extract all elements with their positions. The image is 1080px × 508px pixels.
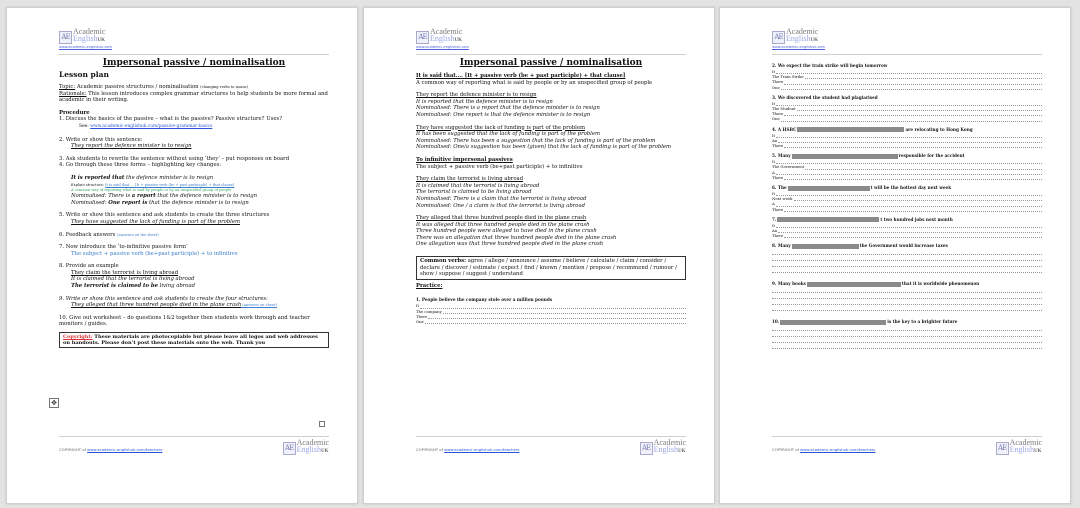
table-move-handle-icon[interactable]: ✥ [49, 398, 59, 408]
practice-heading: Practice: [416, 282, 443, 289]
question-6: 6. The t will be the hottest day next week [772, 185, 952, 191]
footer-logo: AE Academic EnglishUK [996, 439, 1042, 455]
teachers-link[interactable]: www.academic-englishuk.com/teachers [444, 447, 520, 452]
step-8-b: It is claimed that the terrorist is living abroad [71, 276, 195, 283]
step-9: 9. Write or show this sentence and ask students to create the four structures: [59, 295, 268, 302]
step-9-sentence: They alleged that three hundred people died in the plane crash (answers on sheet) [71, 302, 277, 309]
question-7: 7. t two hundred jobs next month [772, 216, 953, 222]
example-line: It has been suggested that the lack of funding is part of the problem [416, 131, 601, 138]
logo-url-link[interactable]: www.academic-englishuk.com [416, 45, 469, 49]
example-line: There was an allegation that three hundred people died in the plane crash [416, 234, 617, 241]
answer-line[interactable]: The Government [772, 164, 1042, 169]
answer-line[interactable]: A [772, 170, 1042, 175]
answer-line[interactable]: An [772, 138, 1042, 143]
answer-line[interactable]: The company [416, 309, 686, 314]
table-resize-handle[interactable] [319, 421, 325, 427]
page-title: Impersonal passive / nominalisation [459, 58, 643, 68]
answer-line[interactable]: It [772, 223, 1042, 228]
header-logo: AE Academic EnglishUK www.academic-englishuk.com [772, 28, 1042, 49]
answer-line[interactable]: It [772, 159, 1042, 164]
step-5: 5. Write or show this sentence and ask students to create the three structures [59, 212, 270, 219]
example-line: Nominalised: There is a report that the defence minister is to resign [416, 105, 600, 112]
topic-line: Topic: Academic passive structures / nominalisation (changing verbs to nouns) [59, 84, 248, 90]
step-3: 3. Ask students to rewrite the sentence without using ‘they’ – put responses on board [59, 155, 290, 162]
section-1-heading: It is said that…. [It + passive verb (be + past participle) + that clause] [416, 73, 626, 79]
logo-icon: AE [772, 31, 785, 44]
section-2-heading: To infinitive impersonal passives [416, 156, 513, 163]
step-2: 2. Write or show this sentence: [59, 136, 143, 143]
footer-logo: AE Academic EnglishUK [283, 439, 329, 455]
example-line: It is reported that the defence minister is to resign [416, 98, 553, 105]
redacted-text [792, 244, 859, 249]
answer-line[interactable]: There [416, 314, 686, 319]
logo-url-link[interactable]: www.academic-englishuk.com [772, 45, 825, 49]
header-logo: AE Academic EnglishUK www.academic-englishuk.com [416, 28, 686, 49]
answer-line[interactable]: An [772, 228, 1042, 233]
section-2-desc: The subject + passive verb (be+past participle) + to infinitive [416, 163, 583, 170]
step-6: 6. Feedback answers (answers on the sheet) [59, 231, 159, 238]
answer-line[interactable] [772, 343, 1042, 349]
example-line: Nominalised: One / a claim is that the terrorist is living abroad [416, 202, 586, 209]
example-line: Nominalised: One/a suggestion has been (given) that the lack of funding is part of the problem [416, 144, 672, 151]
footer-logo: AE Academic EnglishUK [640, 439, 686, 455]
form-a: It is reported that the defence minister is to resign [71, 174, 214, 181]
step-10: 10. Give out worksheet – do questions 1&2 together then students work through and teacher monitors / guides. [59, 314, 310, 328]
redacted-text [792, 154, 898, 159]
answer-line[interactable]: There [772, 175, 1042, 180]
page-3 [719, 7, 1071, 504]
answer-line[interactable]: There [772, 111, 1042, 116]
rationale-line: Rationale: This lesson introduces complex grammar structures to help students be more formal and academic in their writing. [59, 90, 328, 104]
redacted-text [797, 127, 904, 132]
answer-line[interactable]: Next week [772, 196, 1042, 201]
redacted-text [777, 217, 879, 222]
logo-icon: AE [996, 442, 1009, 455]
answer-line[interactable]: One [772, 116, 1042, 121]
lesson-plan-heading: Lesson plan [59, 70, 109, 79]
question-1: 1. People believe the company stole over a million pounds [416, 297, 553, 303]
question-3: 3. We discovered the student had plagiarised [772, 94, 878, 100]
common-verbs-box: Common verbs: agree / allege / announce / assume / believe / calculate / claim / consider / declare / discover / estimate / expect / find / known / mention / propose / recommend / rumour / show / suppose / suggest / understand [416, 256, 686, 280]
page-1 [6, 7, 358, 504]
form-c: Nominalised: One report is that the defence minister is to resign [71, 199, 249, 206]
redacted-text [780, 320, 886, 325]
step-8-a: They claim the terrorist is living abroad [71, 269, 179, 276]
form-b: Nominalised: There is a report that the defence minister is to resign [71, 193, 258, 200]
passive-basics-link[interactable]: www.academic-englishuk.com/passive-grammar-basics [90, 123, 213, 129]
header-divider [772, 54, 1042, 55]
teachers-link[interactable]: www.academic-englishuk.com/teachers [800, 447, 876, 452]
example-line: It is claimed that the terrorist is living abroad [416, 182, 540, 189]
step-4: 4. Go through these three forms – highlighting key changes: [59, 162, 222, 169]
logo-icon: AE [283, 442, 296, 455]
answer-line[interactable]: The Student [772, 106, 1042, 111]
page-footer: COPYRIGHT of www.academic-englishuk.com/teachers AE Academic EnglishUK [59, 438, 329, 454]
step-7-formula: The subject + passive verb (be+past participle) + to infinitive [71, 250, 238, 257]
answer-line[interactable]: It [772, 133, 1042, 138]
example-line: Three hundred people were alleged to have died in the plane crash [416, 228, 597, 235]
logo-url-link[interactable]: www.academic-englishuk.com [59, 45, 112, 49]
page-title: Impersonal passive / nominalisation [102, 58, 286, 68]
redacted-text [788, 186, 870, 191]
step-1-see: See: www.academic-englishuk.com/passive-grammar-basics [79, 123, 213, 129]
header-divider [59, 54, 329, 55]
example-line: One allegation was that three hundred people died in the plane crash [416, 241, 604, 248]
example-line: Nominalised: There has been a suggestion that the lack of funding is part of the problem [416, 137, 656, 144]
answer-line[interactable]: It [416, 303, 686, 308]
answer-line[interactable]: It [772, 101, 1042, 106]
step-5-sentence: They have suggested the lack of funding is part of the problem [71, 218, 241, 225]
page-footer: COPYRIGHT of www.academic-englishuk.com/teachers AE Academic EnglishUK [416, 438, 686, 454]
answer-line[interactable]: There [772, 143, 1042, 148]
header-divider [416, 54, 686, 55]
explain-structure: Explain structure: It is said that…. [It + passive verb (be + past participle) + that clause] [71, 182, 235, 187]
question-9: 9. Many books that it is worldwide phenomenon [772, 281, 980, 287]
question-4: 4. A HSBC are relocating to Hong Kong [772, 126, 973, 132]
answer-line[interactable]: It [772, 191, 1042, 196]
answer-line[interactable]: A [772, 201, 1042, 206]
step-8-c: The terrorist is claimed to be living abroad [71, 283, 196, 290]
example-line: Nominalised: There is a claim that the terrorist is living abroad [416, 195, 587, 202]
section-1-desc: A common way of reporting what is said by people or by an unspecified group of people [416, 79, 653, 86]
logo-icon: AE [59, 31, 72, 44]
question-8: 8. Many the Government would increase taxes [772, 243, 948, 249]
answer-line[interactable]: The Train Strike [772, 74, 1042, 79]
teachers-link[interactable]: www.academic-englishuk.com/teachers [87, 447, 163, 452]
step-8: 8. Provide an example [59, 263, 119, 270]
procedure-heading: Procedure [59, 109, 90, 116]
example-line: The terrorist is claimed to be living abroad [416, 189, 532, 196]
answer-line[interactable]: One [772, 85, 1042, 90]
answer-line[interactable]: There [772, 233, 1042, 238]
redacted-text [807, 282, 901, 287]
question-5: 5. Many responsible for the accident [772, 153, 965, 159]
explain-green: A common way of reporting what is said by people or by an unspecified group of people [71, 188, 232, 193]
answer-line[interactable]: There [772, 79, 1042, 84]
example-line: Nominalised: One report is that the defence minister is to resign [416, 111, 591, 118]
step-7: 7. Now introduce the ‘to-infinitive passive form’ [59, 244, 188, 251]
page-2 [363, 7, 715, 504]
example-2-heading: They have suggested the lack of funding is part of the problem [416, 124, 586, 131]
copyright-box: Copyright: These materials are photocopiable but please leave all logos and web addresses on handouts. Please don’t post these materials onto the web. Thank you [59, 332, 329, 348]
step-2-sentence: They report the defence minister is to resign [71, 143, 192, 150]
example-4-heading: They alleged that three hundred people died in the plane crash [416, 215, 587, 222]
logo-icon: AE [640, 442, 653, 455]
question-2: 2. We expect the train strike will begin tomorrow [772, 63, 888, 68]
answer-line[interactable]: It [772, 69, 1042, 74]
page-footer: COPYRIGHT of www.academic-englishuk.com/teachers AE Academic EnglishUK [772, 438, 1042, 454]
answer-line[interactable]: One [416, 319, 686, 324]
logo-icon: AE [416, 31, 429, 44]
question-10: 10. is the key to a brighter future [772, 319, 958, 325]
header-logo: AE Academic EnglishUK www.academic-englishuk.com [59, 28, 329, 49]
example-1-heading: They report the defence minister is to resign [416, 92, 537, 99]
answer-line[interactable]: There [772, 207, 1042, 212]
example-3-heading: They claim the terrorist is living abroad [416, 176, 524, 183]
step-1: 1. Discuss the basics of the passive – what is the passive? Passive structure? Uses? [59, 116, 283, 123]
example-line: It was alleged that three hundred people died in the plane crash [416, 221, 590, 228]
